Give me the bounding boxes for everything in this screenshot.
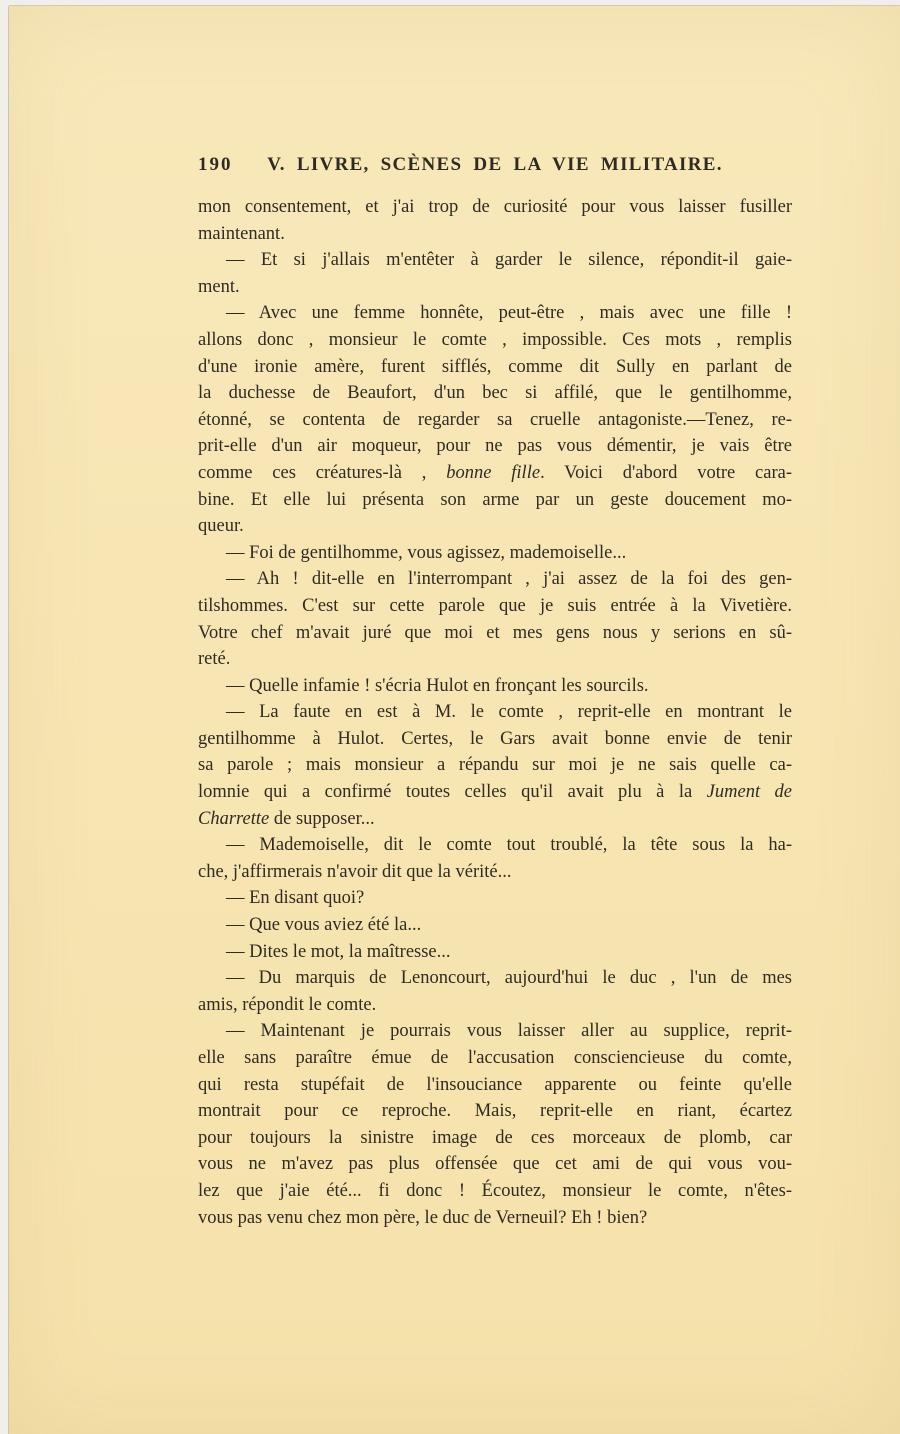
text-segment: pour toujours la sinistre image de ces morceaux de plomb, car (198, 1127, 792, 1148)
text-line (198, 487, 792, 514)
text-line (198, 540, 792, 567)
text-line (198, 221, 792, 248)
text-segment: gentilhomme à Hulot. Certes, le Gars avait bonne envie de tenir (198, 728, 792, 749)
text-segment: — Mademoiselle, dit le comte tout troublé, la tête sous la ha- (226, 835, 792, 856)
text-segment: allons donc , monsieur le comte , impossible. Ces mots , remplis (198, 329, 792, 350)
italic-text: Jument de (706, 782, 793, 803)
text-segment: amis, répondit le comte. (198, 994, 377, 1015)
text-line (198, 939, 792, 966)
text-segment: ment. (198, 276, 240, 297)
text-segment: bine. Et elle lui présenta son arme par un geste doucement mo- (198, 489, 792, 510)
text-line (198, 646, 792, 673)
text-segment: — Et si j'allais m'entêter à garder le silence, répondit-il gaie- (226, 250, 792, 271)
text-line (198, 1205, 792, 1232)
text-block (198, 154, 792, 1231)
text-line (198, 885, 792, 912)
body-text (198, 194, 792, 1231)
text-segment: elle sans paraître émue de l'accusation consciencieuse du comte, (198, 1048, 792, 1068)
text-segment: reté. (198, 649, 231, 670)
text-line (198, 1045, 792, 1072)
running-title: V. LIVRE, SCÈNES DE LA VIE MILITAIRE. (267, 154, 723, 175)
text-segment: lez que j'aie été... fi donc ! Écoutez, monsieur le comte, n'êtes- (198, 1180, 792, 1201)
text-line (198, 779, 792, 806)
text-segment: qui resta stupéfait de l'insouciance apparente ou feinte qu'elle (198, 1074, 792, 1095)
text-segment: queur. (198, 516, 244, 537)
text-segment: mon consentement, et j'ai trop de curiosité pour vous laisser fusiller (198, 197, 792, 217)
text-segment: — Que vous aviez été la... (226, 915, 422, 936)
text-segment: de supposer... (269, 808, 375, 829)
text-segment: Votre chef m'avait juré que moi et mes gens nous y serions en sû- (198, 622, 792, 643)
text-line (198, 699, 792, 726)
text-line (198, 407, 792, 434)
text-line (198, 1125, 792, 1152)
text-line (198, 300, 792, 327)
text-segment: vous pas venu chez mon père, le duc de Verneuil? Eh ! bien? (198, 1207, 648, 1228)
text-line (198, 1098, 792, 1125)
page (9, 6, 900, 1434)
text-line (198, 460, 792, 487)
text-segment: — Avec une femme honnête, peut-être , mais avec une fille ! (226, 303, 792, 324)
text-line (198, 965, 792, 992)
text-line (198, 433, 792, 460)
text-line (198, 673, 792, 700)
text-line (198, 1072, 792, 1099)
text-line (198, 859, 792, 886)
text-line (198, 832, 792, 859)
running-header (198, 154, 792, 180)
text-segment: — Foi de gentilhomme, vous agissez, mademoiselle... (226, 542, 627, 563)
text-segment: lomnie qui a confirmé toutes celles qu'il avait plu à la (198, 782, 707, 803)
text-line (198, 1178, 792, 1205)
text-segment: — Ah ! dit-elle en l'interrompant , j'ai assez de la foi des gen- (226, 569, 792, 590)
text-segment: d'une ironie amère, furent sifflés, comme dit Sully en parlant de (198, 356, 792, 377)
text-line (198, 752, 792, 779)
page-number: 190 (198, 154, 233, 175)
text-line (198, 726, 792, 753)
text-segment: che, j'affirmerais n'avoir dit que la vérité... (198, 861, 512, 882)
text-segment: . Voici d'abord votre cara- (540, 462, 793, 483)
text-segment: comme ces créatures-là , (198, 462, 447, 483)
text-segment: étonné, se contenta de regarder sa cruelle antagoniste.—Tenez, re- (198, 409, 792, 430)
text-line (198, 1018, 792, 1045)
text-line (198, 992, 792, 1019)
text-line (198, 912, 792, 939)
text-segment: prit-elle d'un air moqueur, pour ne pas vous démentir, je vais être (198, 436, 792, 457)
italic-text: bonne fille (446, 462, 541, 483)
text-line (198, 513, 792, 540)
text-segment: — Dites le mot, la maîtresse... (226, 941, 451, 962)
text-line (198, 620, 792, 647)
text-line (198, 380, 792, 407)
text-segment: tilshommes. C'est sur cette parole que je suis entrée à la Vivetière. (198, 595, 792, 616)
text-line (198, 247, 792, 274)
text-line (198, 1151, 792, 1178)
text-segment: la duchesse de Beaufort, d'un bec si affilé, que le gentilhomme, (198, 383, 792, 404)
text-line (198, 274, 792, 301)
text-line (198, 593, 792, 620)
text-segment: — Quelle infamie ! s'écria Hulot en fronçant les sourcils. (226, 675, 649, 696)
text-segment: vous ne m'avez pas plus offensée que cet ami de qui vous vou- (198, 1154, 792, 1175)
text-segment: — Maintenant je pourrais vous laisser aller au supplice, reprit- (226, 1021, 792, 1042)
text-segment: sa parole ; mais monsieur a répandu sur moi je ne sais quelle ca- (198, 755, 792, 776)
italic-text: Charrette (198, 808, 270, 829)
text-line (198, 327, 792, 354)
text-segment: — Du marquis de Lenoncourt, aujourd'hui le duc , l'un de mes (226, 968, 792, 989)
text-segment: — La faute en est à M. le comte , reprit-elle en montrant le (226, 702, 792, 723)
text-line (198, 806, 792, 833)
text-line (198, 566, 792, 593)
text-segment: — En disant quoi? (226, 888, 365, 909)
text-segment: montrait pour ce reproche. Mais, reprit-elle en riant, écartez (198, 1101, 792, 1122)
text-segment: maintenant. (198, 223, 285, 244)
text-line (198, 354, 792, 381)
text-line (198, 194, 792, 221)
